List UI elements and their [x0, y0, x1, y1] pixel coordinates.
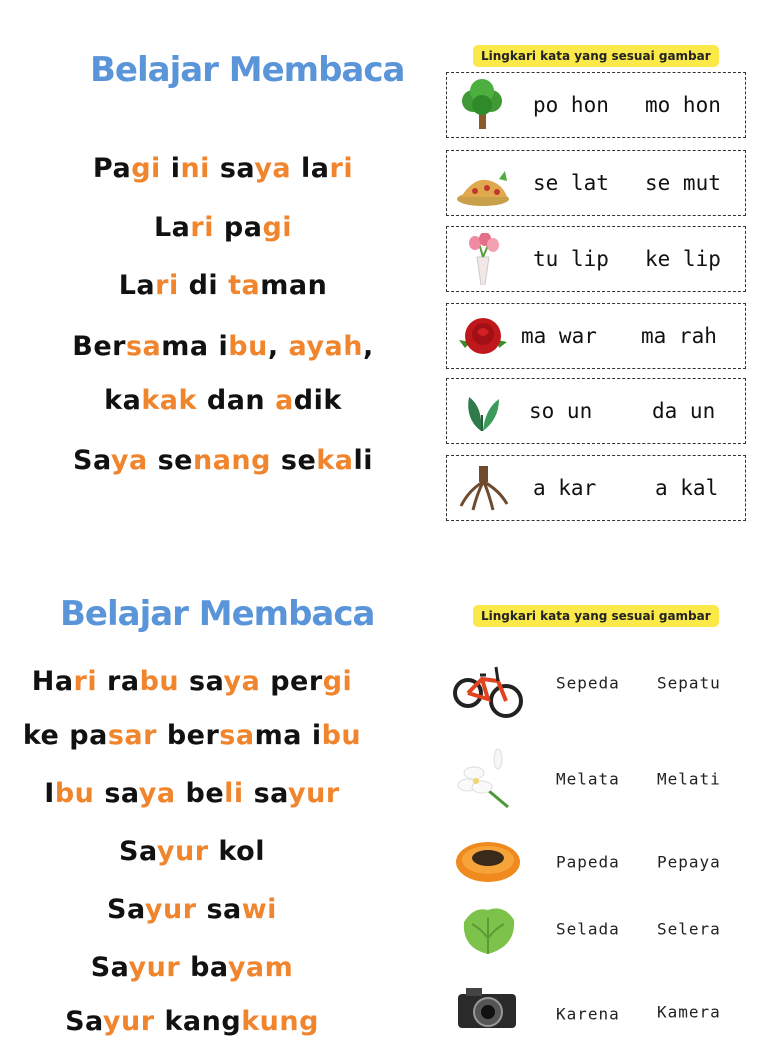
syllable: ka: [104, 385, 142, 416]
word-choice-row: [446, 378, 746, 444]
syllable: la: [291, 153, 330, 184]
highlighted-syllable: ri: [73, 666, 98, 697]
syllable: Sa: [90, 952, 129, 983]
syllable: ke pa: [22, 720, 108, 751]
syllable: i: [170, 153, 181, 184]
poem-line: [104, 385, 342, 416]
jasmine-icon: [452, 745, 526, 815]
leaves-icon: [455, 385, 511, 437]
poem-line: [72, 331, 373, 362]
word-option[interactable]: a kal: [655, 476, 719, 500]
syllable: I: [44, 778, 55, 809]
camera-icon: [452, 984, 526, 1054]
highlighted-syllable: kak: [141, 385, 197, 416]
word-option[interactable]: tu lip: [533, 247, 609, 271]
syllable: Sa: [65, 1006, 103, 1037]
highlighted-syllable: nang: [192, 445, 271, 476]
word-choice-row: [452, 655, 752, 725]
syllable: ber: [156, 720, 220, 751]
highlighted-syllable: bu: [139, 666, 180, 697]
syllable: ba: [180, 952, 228, 983]
syllable: kang: [154, 1006, 242, 1037]
highlighted-syllable: ri: [190, 212, 214, 243]
syllable: La: [118, 270, 156, 301]
word-option[interactable]: so un: [529, 399, 593, 423]
instruction-banner: Lingkari kata yang sesuai gambar: [473, 45, 719, 67]
rose-icon: [455, 310, 511, 362]
word-option[interactable]: ke lip: [645, 247, 721, 271]
poem-line: [93, 153, 353, 184]
poem-line: [65, 1006, 319, 1037]
highlighted-syllable: gi: [262, 212, 293, 243]
roots-icon: [455, 462, 511, 514]
highlighted-syllable: yah: [306, 331, 363, 362]
syllable: [161, 153, 171, 184]
highlighted-syllable: ya: [138, 778, 176, 809]
word-choice-row: [452, 830, 752, 900]
syllable: sa: [209, 153, 255, 184]
highlighted-syllable: ri: [329, 153, 354, 184]
highlighted-syllable: sa: [125, 331, 162, 362]
word-option[interactable]: da un: [652, 399, 716, 423]
word-choice-row: [446, 72, 746, 138]
word-option[interactable]: Melata: [556, 769, 620, 789]
highlighted-syllable: bu: [54, 778, 95, 809]
syllable: Sa: [107, 894, 145, 925]
syllable: Pa: [92, 153, 132, 184]
highlighted-syllable: kung: [241, 1006, 319, 1037]
syllable: sa: [179, 666, 224, 697]
word-option[interactable]: Selera: [657, 919, 721, 939]
word-choice-row: [452, 984, 752, 1054]
tulip-bouquet-icon: [455, 233, 511, 285]
syllable: ,: [362, 331, 374, 362]
highlighted-syllable: yur: [128, 952, 181, 983]
poem-line: [91, 952, 294, 983]
highlighted-syllable: ni: [180, 153, 210, 184]
syllable: i: [218, 331, 229, 362]
syllable: sa: [243, 778, 289, 809]
word-option[interactable]: se mut: [645, 171, 721, 195]
highlighted-syllable: a: [288, 331, 307, 362]
syllable: be: [175, 778, 225, 809]
poem-line: [32, 666, 353, 697]
highlighted-syllable: yam: [227, 952, 294, 983]
word-option[interactable]: Sepeda: [556, 673, 620, 693]
lettuce-icon: [452, 898, 526, 968]
highlighted-syllable: bu: [321, 720, 362, 751]
word-option[interactable]: po hon: [533, 93, 609, 117]
syllable: li: [353, 445, 373, 476]
poem-line: [73, 445, 373, 476]
word-choice-row: [452, 898, 752, 968]
highlighted-syllable: ta: [228, 270, 261, 301]
word-option[interactable]: Selada: [556, 919, 620, 939]
word-choice-row: [446, 455, 746, 521]
highlighted-syllable: bu: [228, 331, 268, 362]
poem-line: [154, 212, 292, 243]
syllable: pa: [213, 212, 263, 243]
bicycle-icon: [452, 655, 526, 725]
word-option[interactable]: Karena: [556, 1004, 620, 1024]
instruction-banner: Lingkari kata yang sesuai gambar: [473, 605, 719, 627]
highlighted-syllable: yur: [288, 778, 340, 809]
syllable: Sa: [119, 836, 157, 867]
word-option[interactable]: Pepaya: [657, 852, 721, 872]
word-option[interactable]: se lat: [533, 171, 609, 195]
syllable: sa: [196, 894, 242, 925]
poem-line: [44, 778, 339, 809]
syllable: di: [178, 270, 229, 301]
tree-icon: [455, 79, 511, 131]
syllable: man: [260, 270, 328, 301]
poem-line: [119, 270, 328, 301]
word-option[interactable]: a kar: [533, 476, 597, 500]
syllable: per: [260, 666, 323, 697]
highlighted-syllable: yur: [102, 1006, 155, 1037]
poem-line: [107, 894, 277, 925]
syllable: ra: [97, 666, 140, 697]
word-choice-row: [446, 303, 746, 369]
syllable: dik: [293, 385, 342, 416]
highlighted-syllable: ya: [254, 153, 292, 184]
highlighted-syllable: li: [224, 778, 244, 809]
poem-line: [119, 836, 265, 867]
highlighted-syllable: sa: [219, 720, 255, 751]
highlighted-syllable: ya: [223, 666, 261, 697]
highlighted-syllable: ka: [316, 445, 354, 476]
word-option[interactable]: Melati: [657, 769, 721, 789]
word-option[interactable]: Kamera: [657, 1002, 721, 1022]
word-option[interactable]: ma rah: [641, 324, 717, 348]
poem-line: [23, 720, 361, 751]
word-option[interactable]: mo hon: [645, 93, 721, 117]
papaya-icon: [452, 830, 526, 900]
word-option[interactable]: ma war: [521, 324, 597, 348]
syllable: La: [153, 212, 191, 243]
highlighted-syllable: gi: [131, 153, 161, 184]
syllable: dan: [196, 385, 276, 416]
syllable: se: [270, 445, 317, 476]
word-choice-row: [446, 150, 746, 216]
highlighted-syllable: ri: [155, 270, 179, 301]
highlighted-syllable: sar: [107, 720, 157, 751]
syllable: Ha: [31, 666, 74, 697]
word-option[interactable]: Sepatu: [657, 673, 721, 693]
syllable: sa: [94, 778, 139, 809]
syllable: se: [147, 445, 193, 476]
syllable: Sa: [73, 445, 111, 476]
word-option[interactable]: Papeda: [556, 852, 620, 872]
highlighted-syllable: gi: [322, 666, 353, 697]
page-title: Belajar Membaca: [60, 594, 375, 634]
highlighted-syllable: a: [275, 385, 294, 416]
highlighted-syllable: yur: [144, 894, 197, 925]
syllable: ma i: [254, 720, 322, 751]
highlighted-syllable: yur: [156, 836, 209, 867]
syllable: ma: [161, 331, 219, 362]
dessert-icon: [455, 157, 511, 209]
word-choice-row: [446, 226, 746, 292]
word-choice-row: [452, 745, 752, 815]
syllable: kol: [208, 836, 265, 867]
syllable: Ber: [72, 331, 126, 362]
page-title: Belajar Membaca: [90, 50, 405, 90]
syllable: ,: [267, 331, 289, 362]
highlighted-syllable: wi: [241, 894, 277, 925]
highlighted-syllable: ya: [110, 445, 148, 476]
